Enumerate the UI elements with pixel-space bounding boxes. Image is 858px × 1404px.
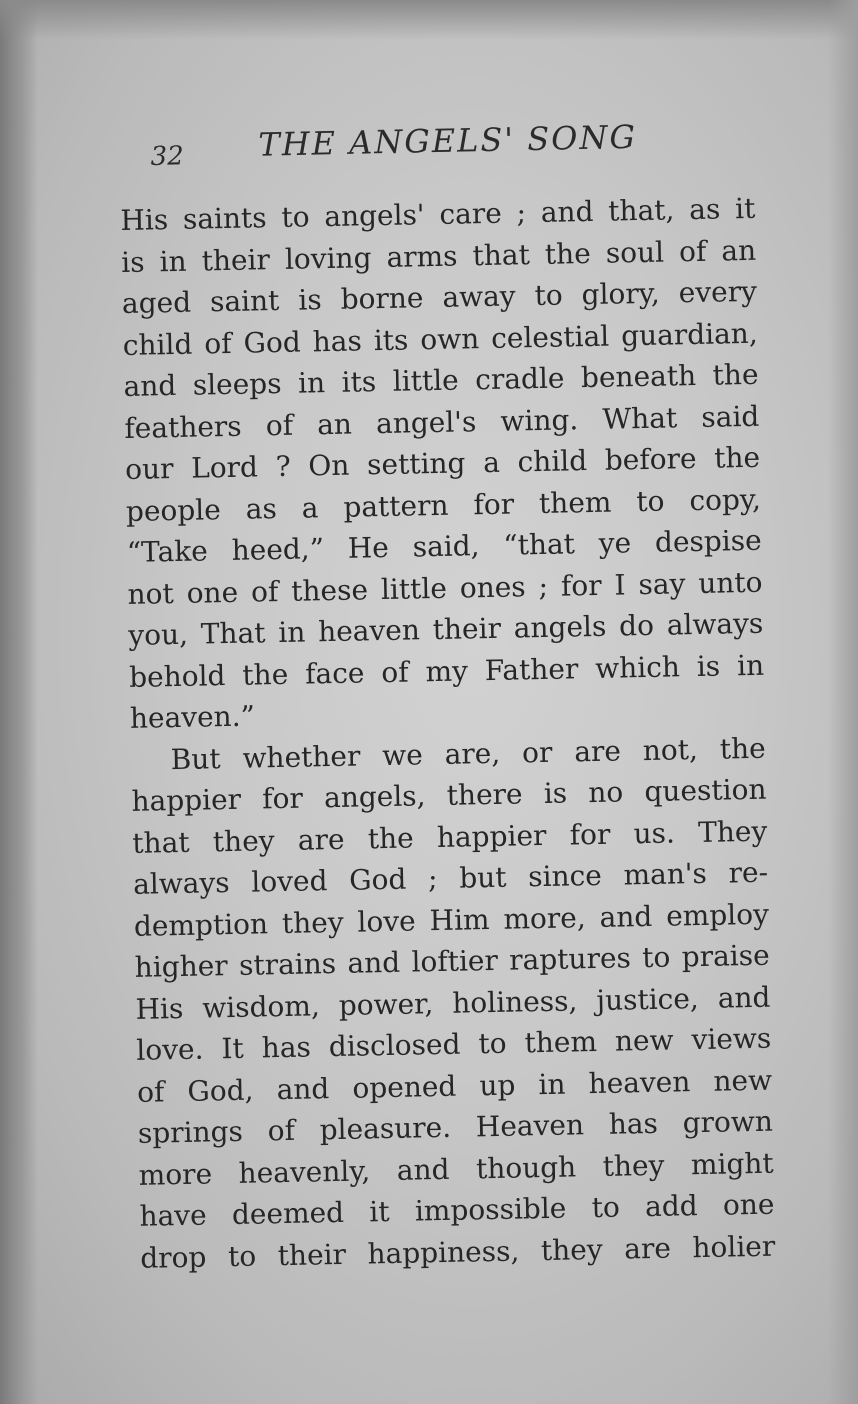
page-header xyxy=(150,115,751,178)
text-line: behold the face of my Father which is in xyxy=(128,648,765,694)
body-text xyxy=(120,188,776,1279)
text-line: not one of these little ones ; for I say unto xyxy=(127,565,763,611)
text-line: heaven.” xyxy=(129,699,256,735)
text-line: springs of pleasure. Heaven has grown xyxy=(137,1104,774,1150)
text-line: people as a pattern for them to copy, xyxy=(125,482,762,528)
text-line: aged saint is borne away to glory, every xyxy=(121,274,758,320)
text-line: is in their loving arms that the soul of an xyxy=(120,233,757,279)
text-line: have deemed it impossible to add one xyxy=(139,1187,775,1233)
page-right-shadow xyxy=(828,0,858,1404)
text-line: demption they love Him more, and employ xyxy=(133,897,770,943)
page-binding-shadow xyxy=(0,0,38,1404)
text-line: more heavenly, and though they might xyxy=(138,1146,774,1192)
text-line: our Lord ? On setting a child before the xyxy=(124,440,761,486)
page-top-shadow xyxy=(0,0,858,40)
text-line: His wisdom, power, holiness, justice, and xyxy=(135,980,771,1026)
text-line: child of God has its own celestial guardian, xyxy=(122,316,758,362)
page-number: 32 xyxy=(150,141,185,172)
text-line: His saints to angels' care ; and that, as it xyxy=(120,191,756,237)
text-line: higher strains and loftier raptures to praise xyxy=(134,938,770,984)
running-title: THE ANGELS' SONG xyxy=(257,117,638,164)
text-line: “Take heed,” He said, “that ye despise xyxy=(126,523,762,569)
text-line: love. It has disclosed to them new views xyxy=(136,1021,772,1067)
text-line: happier for angels, there is no question xyxy=(131,772,767,818)
text-line: of God, and opened up in heaven new xyxy=(136,1063,773,1109)
text-line: drop to their happiness, they are holier xyxy=(139,1229,776,1275)
text-line: that they are the happier for us. They xyxy=(132,814,768,860)
text-line: you, That in heaven their angels do always xyxy=(128,606,764,652)
text-line: and sleeps in its little cradle beneath the xyxy=(123,357,759,403)
text-line: always loved God ; but since man's re- xyxy=(132,855,769,901)
text-line: But whether we are, or are not, the xyxy=(170,731,766,776)
text-line: feathers of an angel's wing. What said xyxy=(124,399,760,445)
